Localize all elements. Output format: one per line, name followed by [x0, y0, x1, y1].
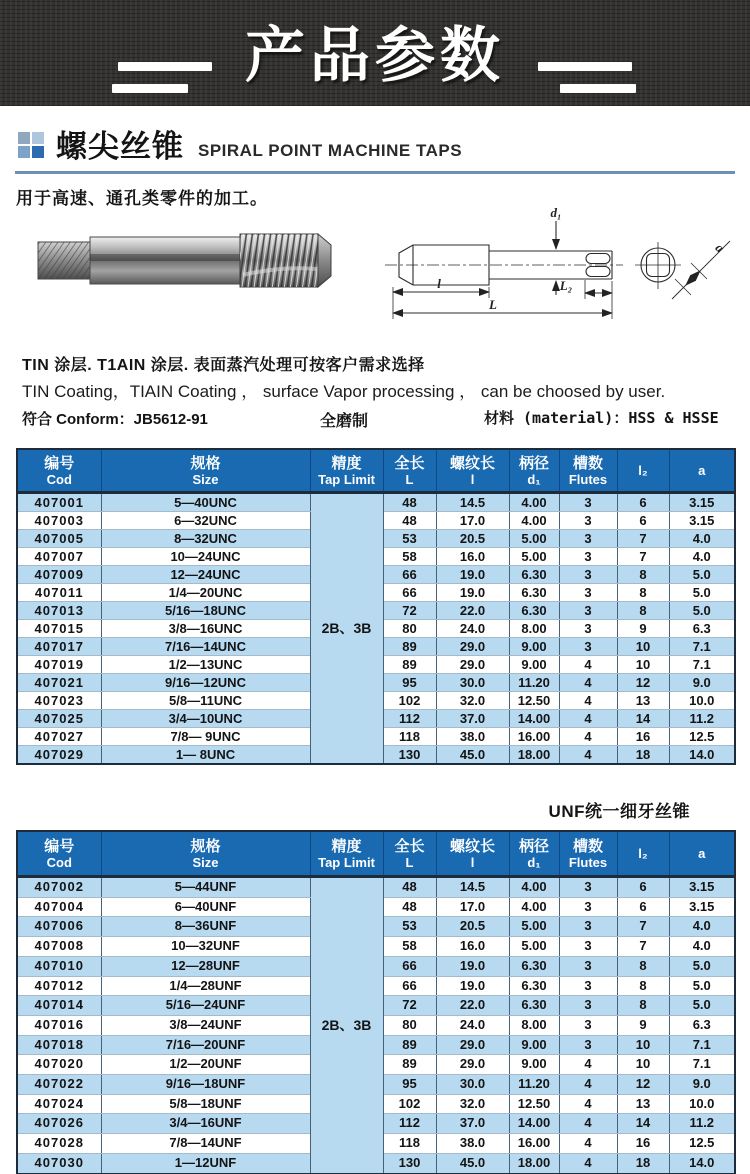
- usage-note: 用于高速、通孔类零件的加工。: [16, 189, 268, 208]
- spec-cell: 9.00: [509, 656, 559, 674]
- spec-cell: 6—32UNC: [101, 512, 310, 530]
- spec-cell: 89: [383, 638, 436, 656]
- spec-cell: 16.0: [436, 937, 509, 957]
- column-header: 柄径 d₁: [509, 831, 559, 877]
- cod-cell: 407018: [17, 1035, 101, 1055]
- spec-cell: 45.0: [436, 1153, 509, 1173]
- spec-cell: 4: [559, 1114, 617, 1134]
- spec-cell: 72: [383, 996, 436, 1016]
- column-header: 规格 Size: [101, 449, 310, 493]
- spec-cell: 7: [617, 937, 669, 957]
- spec-cell: 89: [383, 1055, 436, 1075]
- column-header: 螺纹长 l: [436, 449, 509, 493]
- spec-cell: 130: [383, 746, 436, 765]
- spec-cell: 10—32UNF: [101, 937, 310, 957]
- spec-cell: 38.0: [436, 728, 509, 746]
- spec-cell: 7.1: [669, 1055, 735, 1075]
- cod-cell: 407020: [17, 1055, 101, 1075]
- cod-cell: 407009: [17, 566, 101, 584]
- spec-cell: 7/8— 9UNC: [101, 728, 310, 746]
- spec-cell: 12.50: [509, 692, 559, 710]
- spec-cell: 14.0: [669, 746, 735, 765]
- spec-cell: 8—36UNF: [101, 917, 310, 937]
- spec-cell: 18.00: [509, 1153, 559, 1173]
- cod-cell: 407027: [17, 728, 101, 746]
- cod-cell: 407015: [17, 620, 101, 638]
- spec-cell: 18: [617, 1153, 669, 1173]
- spec-cell: 3: [559, 493, 617, 512]
- spec-cell: 7/8—14UNF: [101, 1134, 310, 1154]
- spec-cell: 3: [559, 638, 617, 656]
- spec-cell: 19.0: [436, 566, 509, 584]
- spec-cell: 5—44UNF: [101, 877, 310, 898]
- spec-cell: 9.00: [509, 1055, 559, 1075]
- spec-cell: 6.30: [509, 602, 559, 620]
- column-header: 精度 Tap Limit: [310, 449, 383, 493]
- tap-photo: [35, 222, 335, 297]
- spec-cell: 18: [617, 746, 669, 765]
- spec-cell: 48: [383, 493, 436, 512]
- spec-cell: 4.00: [509, 897, 559, 917]
- spec-cell: 48: [383, 897, 436, 917]
- spec-cell: 66: [383, 976, 436, 996]
- spec-cell: 22.0: [436, 996, 509, 1016]
- banner: [0, 0, 750, 106]
- spec-cell: 9/16—18UNF: [101, 1075, 310, 1095]
- coating-note-zh: TIN 涂层. T1AIN 涂层. 表面蒸汽处理可按客户需求选择: [22, 357, 425, 374]
- spec-cell: 5.00: [509, 937, 559, 957]
- spec-cell: 11.20: [509, 674, 559, 692]
- spec-cell: 12.5: [669, 728, 735, 746]
- spec-cell: 5.0: [669, 996, 735, 1016]
- unf-table-header: [17, 831, 735, 877]
- spec-cell: 20.5: [436, 530, 509, 548]
- spec-cell: 16.00: [509, 728, 559, 746]
- tap-limit-cell: 2B、3B: [310, 493, 383, 765]
- spec-cell: 6.30: [509, 566, 559, 584]
- spec-cell: 22.0: [436, 602, 509, 620]
- spec-cell: 6.3: [669, 1015, 735, 1035]
- spec-cell: 24.0: [436, 620, 509, 638]
- spec-cell: 10—24UNC: [101, 548, 310, 566]
- spec-cell: 9.00: [509, 1035, 559, 1055]
- spec-cell: 1/2—13UNC: [101, 656, 310, 674]
- spec-cell: 9.0: [669, 1075, 735, 1095]
- dim-label-l2: L₂: [559, 278, 573, 293]
- cod-cell: 407003: [17, 512, 101, 530]
- spec-cell: 48: [383, 877, 436, 898]
- spec-cell: 9.0: [669, 674, 735, 692]
- spec-cell: 37.0: [436, 710, 509, 728]
- spec-cell: 7.1: [669, 1035, 735, 1055]
- spec-cell: 11.2: [669, 710, 735, 728]
- spec-cell: 3: [559, 512, 617, 530]
- cod-cell: 407006: [17, 917, 101, 937]
- cod-cell: 407002: [17, 877, 101, 898]
- spec-cell: 1/4—28UNF: [101, 976, 310, 996]
- spec-cell: 3: [559, 620, 617, 638]
- spec-cell: 3: [559, 937, 617, 957]
- spec-cell: 8—32UNC: [101, 530, 310, 548]
- cod-cell: 407019: [17, 656, 101, 674]
- spec-cell: 112: [383, 1114, 436, 1134]
- unc-table-header: [17, 449, 735, 493]
- spec-cell: 102: [383, 692, 436, 710]
- column-header: 全长 L: [383, 449, 436, 493]
- spec-cell: 4: [559, 1134, 617, 1154]
- cod-cell: 407001: [17, 493, 101, 512]
- spec-cell: 3: [559, 602, 617, 620]
- spec-cell: 37.0: [436, 1114, 509, 1134]
- spec-cell: 30.0: [436, 1075, 509, 1095]
- spec-cell: 12—24UNC: [101, 566, 310, 584]
- banner-title: 产品参数: [245, 22, 505, 89]
- spec-cell: 4.0: [669, 548, 735, 566]
- spec-cell: 29.0: [436, 638, 509, 656]
- spec-cell: 4.0: [669, 917, 735, 937]
- spec-cell: 80: [383, 1015, 436, 1035]
- spec-cell: 8: [617, 976, 669, 996]
- spec-cell: 7/16—20UNF: [101, 1035, 310, 1055]
- spec-cell: 29.0: [436, 1035, 509, 1055]
- cod-cell: 407014: [17, 996, 101, 1016]
- spec-cell: 3: [559, 566, 617, 584]
- spec-cell: 8: [617, 956, 669, 976]
- spec-cell: 4: [559, 1055, 617, 1075]
- spec-cell: 45.0: [436, 746, 509, 765]
- spec-cell: 3: [559, 976, 617, 996]
- spec-cell: 9: [617, 620, 669, 638]
- cod-cell: 407011: [17, 584, 101, 602]
- spec-cell: 3/4—10UNC: [101, 710, 310, 728]
- tap-limit-cell: 2B、3B: [310, 877, 383, 1174]
- spec-cell: 3/4—16UNF: [101, 1114, 310, 1134]
- spec-cell: 10: [617, 1035, 669, 1055]
- dim-label-a: a: [712, 240, 728, 256]
- spec-cell: 5.00: [509, 530, 559, 548]
- cod-cell: 407022: [17, 1075, 101, 1095]
- spec-cell: 7: [617, 530, 669, 548]
- spec-cell: 4: [559, 1153, 617, 1173]
- cod-cell: 407029: [17, 746, 101, 765]
- spec-cell: 6.3: [669, 620, 735, 638]
- spec-cell: 5—40UNC: [101, 493, 310, 512]
- cod-cell: 407030: [17, 1153, 101, 1173]
- spec-cell: 16: [617, 728, 669, 746]
- spec-cell: 1—12UNF: [101, 1153, 310, 1173]
- spec-cell: 3.15: [669, 877, 735, 898]
- cod-cell: 407004: [17, 897, 101, 917]
- spec-cell: 38.0: [436, 1134, 509, 1154]
- spec-cell: 8.00: [509, 1015, 559, 1035]
- spec-cell: 53: [383, 530, 436, 548]
- spec-cell: 9.00: [509, 638, 559, 656]
- cod-cell: 407026: [17, 1114, 101, 1134]
- material-note: 材料 (material)：HSS & HSSE: [484, 409, 719, 427]
- spec-cell: 118: [383, 1134, 436, 1154]
- spec-cell: 19.0: [436, 584, 509, 602]
- cod-cell: 407016: [17, 1015, 101, 1035]
- section-title-zh: 螺尖丝锥: [56, 129, 184, 164]
- spec-cell: 4: [559, 656, 617, 674]
- spec-cell: 14.00: [509, 1114, 559, 1134]
- spec-cell: 6: [617, 877, 669, 898]
- spec-cell: 4.00: [509, 877, 559, 898]
- cod-cell: 407013: [17, 602, 101, 620]
- spec-cell: 13: [617, 692, 669, 710]
- spec-cell: 10: [617, 656, 669, 674]
- column-header: 规格 Size: [101, 831, 310, 877]
- dim-label-l: l: [437, 276, 441, 291]
- spec-cell: 4: [559, 746, 617, 765]
- spec-cell: 8: [617, 996, 669, 1016]
- cod-cell: 407023: [17, 692, 101, 710]
- cod-cell: 407021: [17, 674, 101, 692]
- spec-cell: 7: [617, 917, 669, 937]
- cod-cell: 407017: [17, 638, 101, 656]
- spec-cell: 4: [559, 1094, 617, 1114]
- spec-cell: 3: [559, 897, 617, 917]
- spec-cell: 12.5: [669, 1134, 735, 1154]
- spec-cell: 19.0: [436, 956, 509, 976]
- spec-cell: 6.30: [509, 956, 559, 976]
- spec-cell: 5.00: [509, 917, 559, 937]
- spec-cell: 10.0: [669, 1094, 735, 1114]
- cod-cell: 407028: [17, 1134, 101, 1154]
- spec-cell: 3: [559, 548, 617, 566]
- spec-cell: 3: [559, 877, 617, 898]
- cod-cell: 407008: [17, 937, 101, 957]
- unf-spec-table: [16, 830, 736, 1174]
- spec-cell: 72: [383, 602, 436, 620]
- unc-spec-table: [16, 448, 736, 765]
- cod-cell: 407010: [17, 956, 101, 976]
- cod-cell: 407007: [17, 548, 101, 566]
- column-header: 全长 L: [383, 831, 436, 877]
- spec-cell: 13: [617, 1094, 669, 1114]
- coating-note-en: TIN Coating，TIAIN Coating ， surface Vapor processing ， can be choosed by user.: [22, 382, 666, 401]
- spec-cell: 5/8—11UNC: [101, 692, 310, 710]
- spec-cell: 3: [559, 1015, 617, 1035]
- spec-cell: 8: [617, 602, 669, 620]
- spec-cell: 12: [617, 1075, 669, 1095]
- spec-cell: 5.0: [669, 566, 735, 584]
- spec-cell: 89: [383, 1035, 436, 1055]
- spec-cell: 18.00: [509, 746, 559, 765]
- spec-cell: 5.0: [669, 956, 735, 976]
- spec-cell: 3: [559, 996, 617, 1016]
- spec-cell: 48: [383, 512, 436, 530]
- cod-cell: 407012: [17, 976, 101, 996]
- spec-cell: 4.00: [509, 512, 559, 530]
- spec-cell: 118: [383, 728, 436, 746]
- grinding-note: 全磨制: [320, 413, 369, 430]
- spec-cell: 130: [383, 1153, 436, 1173]
- spec-cell: 17.0: [436, 897, 509, 917]
- spec-cell: 95: [383, 1075, 436, 1095]
- spec-cell: 80: [383, 620, 436, 638]
- spec-cell: 3: [559, 530, 617, 548]
- spec-cell: 9: [617, 1015, 669, 1035]
- spec-cell: 30.0: [436, 674, 509, 692]
- column-header: 精度 Tap Limit: [310, 831, 383, 877]
- technical-drawing: [383, 203, 748, 348]
- table-row: [17, 493, 735, 512]
- spec-cell: 102: [383, 1094, 436, 1114]
- column-header: 螺纹长 l: [436, 831, 509, 877]
- spec-cell: 6.30: [509, 584, 559, 602]
- section-title-en: SPIRAL POINT MACHINE TAPS: [198, 141, 463, 160]
- column-header: a: [669, 831, 735, 877]
- spec-cell: 29.0: [436, 656, 509, 674]
- spec-cell: 58: [383, 548, 436, 566]
- spec-cell: 14.5: [436, 877, 509, 898]
- spec-cell: 10: [617, 638, 669, 656]
- conform-standard: 符合 Conform：JB5612-91: [22, 411, 208, 428]
- spec-cell: 7.1: [669, 656, 735, 674]
- spec-cell: 14: [617, 1114, 669, 1134]
- spec-cell: 112: [383, 710, 436, 728]
- spec-cell: 4: [559, 710, 617, 728]
- spec-cell: 3.15: [669, 897, 735, 917]
- spec-cell: 14.00: [509, 710, 559, 728]
- spec-cell: 53: [383, 917, 436, 937]
- spec-cell: 66: [383, 584, 436, 602]
- spec-cell: 8: [617, 584, 669, 602]
- spec-cell: 5/8—18UNF: [101, 1094, 310, 1114]
- spec-cell: 16.0: [436, 548, 509, 566]
- spec-cell: 6.30: [509, 996, 559, 1016]
- spec-cell: 6—40UNF: [101, 897, 310, 917]
- spec-cell: 12—28UNF: [101, 956, 310, 976]
- spec-cell: 29.0: [436, 1055, 509, 1075]
- spec-cell: 3.15: [669, 512, 735, 530]
- spec-cell: 5.0: [669, 602, 735, 620]
- spec-cell: 32.0: [436, 692, 509, 710]
- spec-cell: 8.00: [509, 620, 559, 638]
- spec-cell: 12.50: [509, 1094, 559, 1114]
- spec-cell: 11.20: [509, 1075, 559, 1095]
- cod-cell: 407005: [17, 530, 101, 548]
- spec-cell: 20.5: [436, 917, 509, 937]
- spec-cell: 12: [617, 674, 669, 692]
- spec-cell: 7.1: [669, 638, 735, 656]
- spec-cell: 89: [383, 656, 436, 674]
- unf-section-label: UNF统一细牙丝锥: [548, 802, 690, 821]
- spec-cell: 3: [559, 917, 617, 937]
- spec-cell: 3: [559, 956, 617, 976]
- spec-cell: 5.0: [669, 584, 735, 602]
- spec-cell: 5/16—18UNC: [101, 602, 310, 620]
- spec-cell: 17.0: [436, 512, 509, 530]
- column-header: 槽数 Flutes: [559, 831, 617, 877]
- four-squares-icon: [18, 132, 44, 158]
- cod-cell: 407024: [17, 1094, 101, 1114]
- spec-cell: 6: [617, 493, 669, 512]
- spec-cell: 10.0: [669, 692, 735, 710]
- spec-cell: 4: [559, 674, 617, 692]
- spec-cell: 3: [559, 584, 617, 602]
- spec-cell: 3: [559, 1035, 617, 1055]
- spec-cell: 32.0: [436, 1094, 509, 1114]
- spec-cell: 4.00: [509, 493, 559, 512]
- spec-cell: 1/4—20UNC: [101, 584, 310, 602]
- spec-cell: 6: [617, 897, 669, 917]
- spec-cell: 19.0: [436, 976, 509, 996]
- cod-cell: 407025: [17, 710, 101, 728]
- spec-cell: 14: [617, 710, 669, 728]
- table-row: [17, 877, 735, 898]
- column-header: l₂: [617, 449, 669, 493]
- column-header: 编号 Cod: [17, 831, 101, 877]
- spec-cell: 14.0: [669, 1153, 735, 1173]
- spec-cell: 7: [617, 548, 669, 566]
- spec-cell: 11.2: [669, 1114, 735, 1134]
- spec-cell: 7/16—14UNC: [101, 638, 310, 656]
- spec-cell: 4: [559, 1075, 617, 1095]
- spec-cell: 5/16—24UNF: [101, 996, 310, 1016]
- spec-cell: 4: [559, 728, 617, 746]
- column-header: 编号 Cod: [17, 449, 101, 493]
- column-header: a: [669, 449, 735, 493]
- title-underline: [15, 171, 735, 174]
- column-header: l₂: [617, 831, 669, 877]
- spec-cell: 24.0: [436, 1015, 509, 1035]
- spec-cell: 3/8—16UNC: [101, 620, 310, 638]
- spec-cell: 58: [383, 937, 436, 957]
- spec-cell: 5.0: [669, 976, 735, 996]
- spec-cell: 6: [617, 512, 669, 530]
- spec-cell: 1— 8UNC: [101, 746, 310, 765]
- section-heading: [16, 130, 462, 164]
- spec-cell: 9/16—12UNC: [101, 674, 310, 692]
- spec-cell: 14.5: [436, 493, 509, 512]
- spec-cell: 66: [383, 956, 436, 976]
- spec-cell: 95: [383, 674, 436, 692]
- spec-cell: 16: [617, 1134, 669, 1154]
- spec-cell: 5.00: [509, 548, 559, 566]
- column-header: 槽数 Flutes: [559, 449, 617, 493]
- spec-cell: 4.0: [669, 530, 735, 548]
- spec-cell: 3/8—24UNF: [101, 1015, 310, 1035]
- dim-label-d1: d₁: [550, 205, 562, 220]
- spec-cell: 1/2—20UNF: [101, 1055, 310, 1075]
- spec-cell: 3.15: [669, 493, 735, 512]
- spec-cell: 66: [383, 566, 436, 584]
- spec-cell: 10: [617, 1055, 669, 1075]
- spec-cell: 16.00: [509, 1134, 559, 1154]
- column-header: 柄径 d₁: [509, 449, 559, 493]
- spec-cell: 4.0: [669, 937, 735, 957]
- spec-cell: 8: [617, 566, 669, 584]
- spec-cell: 4: [559, 692, 617, 710]
- spec-cell: 6.30: [509, 976, 559, 996]
- dim-label-L: L: [489, 297, 497, 312]
